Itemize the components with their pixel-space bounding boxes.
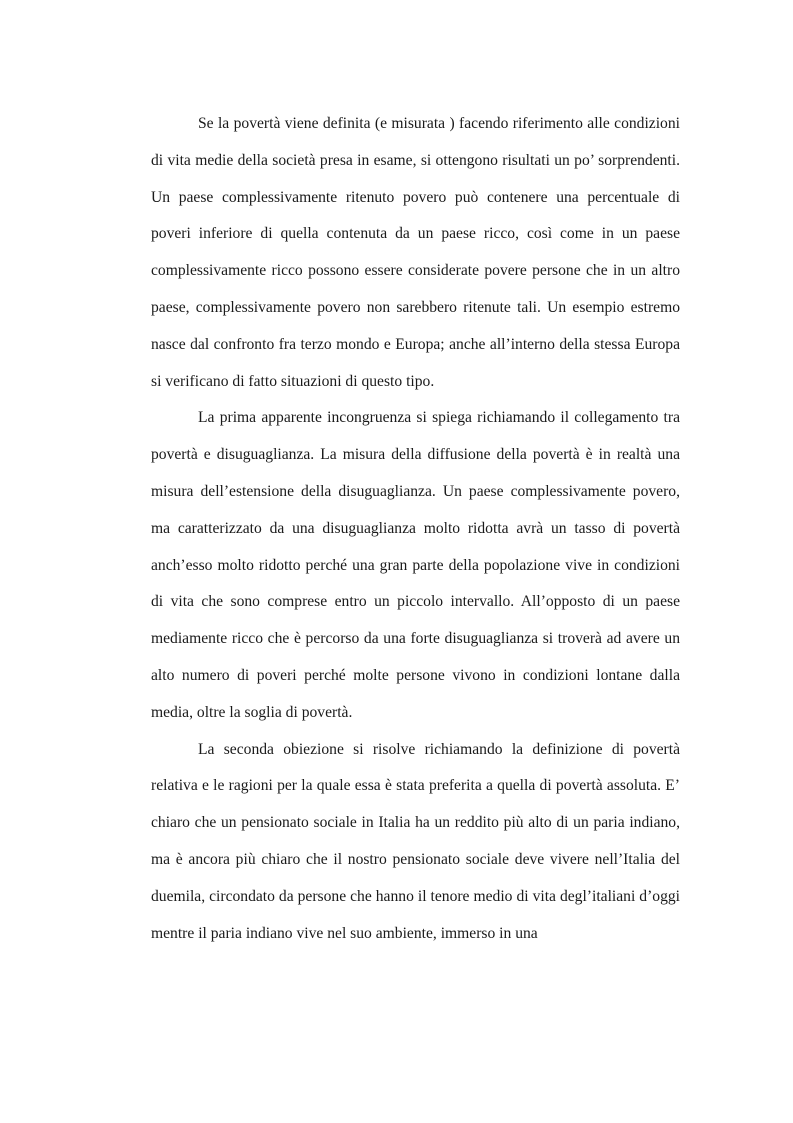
paragraph-3: La seconda obiezione si risolve richiamando la definizione di povertà relativa e le ragioni per la quale essa è stata preferita a quella di povertà assoluta. E’ chiaro che un pensionato sociale in Italia ha un reddito più alto di un paria indiano, ma è ancora più chiaro che il nostro pensionato sociale deve vivere nell’Italia del duemila, circondato da persone che hanno il tenore medio di vita degl’italiani d’oggi mentre il paria indiano vive nel suo ambiente, immerso in una [151, 740, 680, 942]
document-page [151, 106, 680, 952]
paragraph-1: Se la povertà viene definita (e misurata ) facendo riferimento alle condizioni di vita medie della società presa in esame, si ottengono risultati un po’ sorprendenti. Un paese complessivamente ritenuto povero può contenere una percentuale di poveri inferiore di quella contenuta da un paese ricco, così come in un paese complessivamente ricco possono essere considerate povere persone che in un altro paese, complessivamente povero non sarebbero ritenute tali. Un esempio estremo nasce dal confronto fra terzo mondo e Europa; anche all’interno della stessa Europa si verificano di fatto situazioni di questo tipo. [151, 115, 680, 390]
paragraph-2: La prima apparente incongruenza si spiega richiamando il collegamento tra povertà e disuguaglianza. La misura della diffusione della povertà è in realtà una misura dell’estensione della disuguaglianza. Un paese complessivamente povero, ma caratterizzato da una disuguaglianza molto ridotta avrà un tasso di povertà anch’esso molto ridotto perché una gran parte della popolazione vive in condizioni di vita che sono comprese entro un piccolo intervallo. All’opposto di un paese mediamente ricco che è percorso da una forte disuguaglianza si troverà ad avere un alto numero di poveri perché molte persone vivono in condizioni lontane dalla media, oltre la soglia di povertà. [151, 409, 680, 721]
